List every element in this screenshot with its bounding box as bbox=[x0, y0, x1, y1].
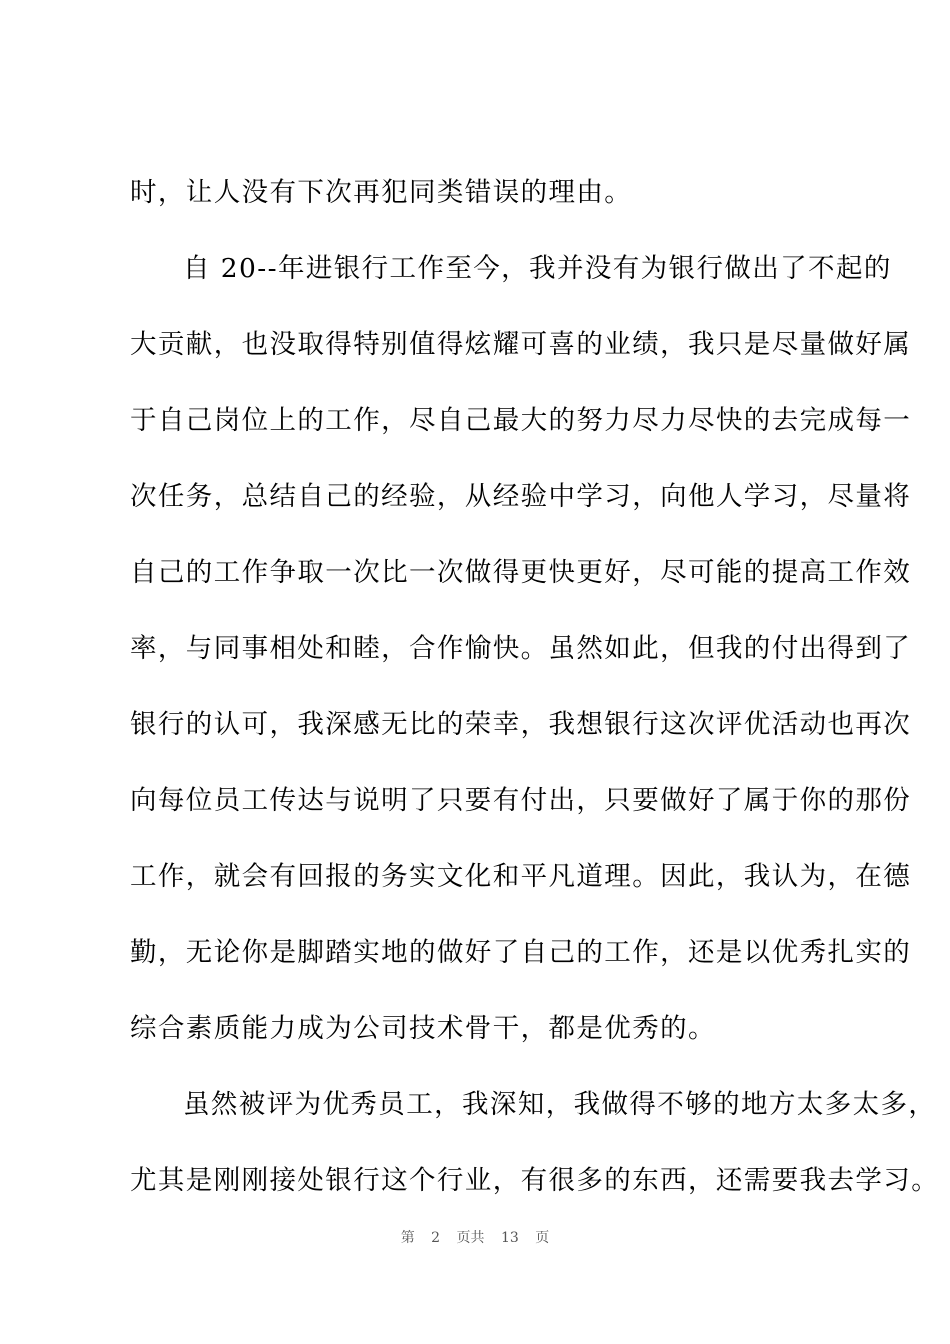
text-line: 综合素质能力成为公司技术骨干，都是优秀的。 bbox=[130, 1013, 716, 1044]
page-footer bbox=[0, 1228, 950, 1248]
text-line: 于自己岗位上的工作，尽自己最大的努力尽力尽快的去完成每一 bbox=[130, 405, 912, 436]
footer-suffix: 页 bbox=[535, 1230, 550, 1246]
text-line: 工作，就会有回报的务实文化和平凡道理。因此，我认为，在德 bbox=[130, 861, 912, 892]
footer-prefix: 第 bbox=[400, 1230, 415, 1246]
text-line: 自己的工作争取一次比一次做得更快更好，尽可能的提高工作效 bbox=[130, 557, 912, 588]
footer-total-pages: 13 bbox=[501, 1230, 519, 1246]
footer-mid: 页共 bbox=[456, 1230, 485, 1246]
paragraph-start-line: 自 20--年进银行工作至今，我并没有为银行做出了不起的 bbox=[183, 253, 892, 284]
text-line: 次任务，总结自己的经验，从经验中学习，向他人学习，尽量将 bbox=[130, 481, 912, 512]
text-line: 尤其是刚刚接处银行这个行业，有很多的东西，还需要我去学习。 bbox=[130, 1165, 940, 1196]
text-line: 向每位员工传达与说明了只要有付出，只要做好了属于你的那份 bbox=[130, 785, 912, 816]
paragraph-start-line: 虽然被评为优秀员工，我深知，我做得不够的地方太多太多， bbox=[183, 1089, 937, 1120]
text-line: 勤，无论你是脚踏实地的做好了自己的工作，还是以优秀扎实的 bbox=[130, 937, 912, 968]
text-line: 率，与同事相处和睦，合作愉快。虽然如此，但我的付出得到了 bbox=[130, 633, 912, 664]
text-line: 银行的认可，我深感无比的荣幸，我想银行这次评优活动也再次 bbox=[130, 709, 912, 740]
footer-page-number: 2 bbox=[431, 1230, 441, 1246]
text-line: 时，让人没有下次再犯同类错误的理由。 bbox=[130, 177, 633, 208]
text-line: 大贡献，也没取得特别值得炫耀可喜的业绩，我只是尽量做好属 bbox=[130, 329, 912, 360]
